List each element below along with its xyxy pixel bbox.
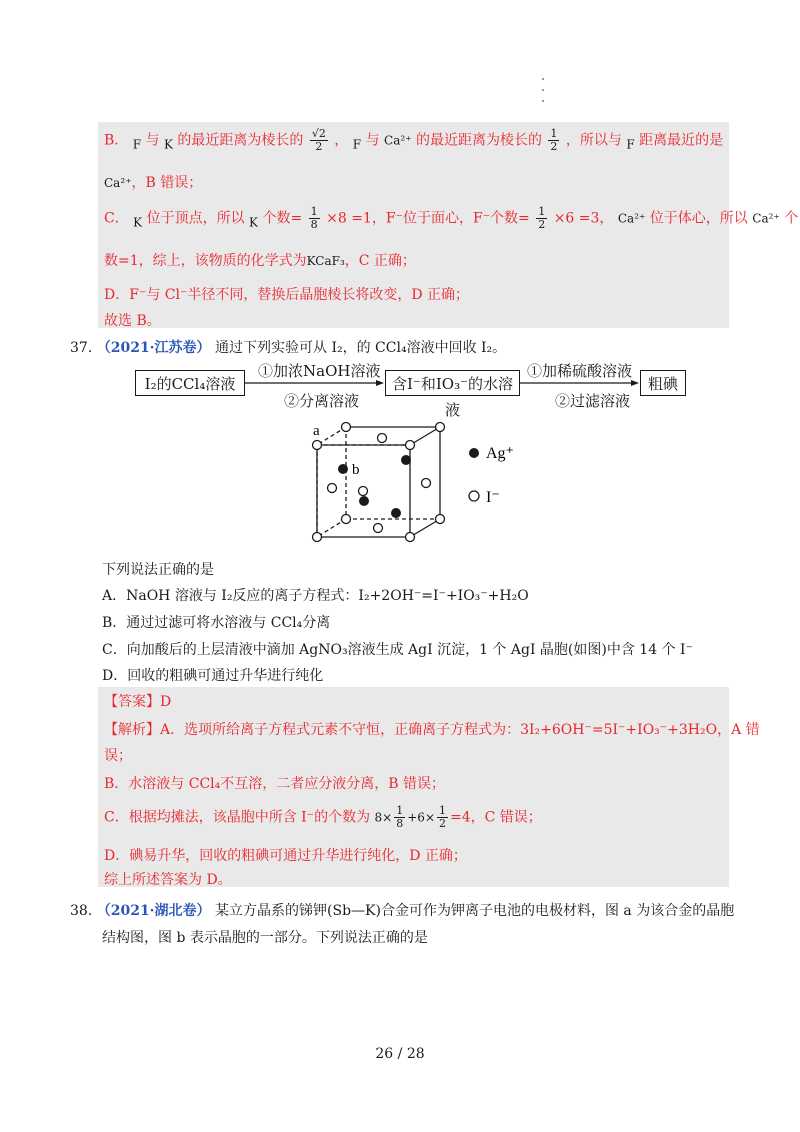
legend-ag-label: Ag⁺: [486, 445, 514, 462]
answer-line-c2: [104, 250, 416, 270]
question-prompt: 下列说法正确的是: [102, 562, 214, 578]
text: C．根据均摊法，该晶胞中所含 I⁻的个数为: [104, 809, 371, 826]
legend-i-label: I⁻: [486, 489, 500, 506]
analysis-line-d: D．碘易升华，回收的粗碘可通过升华进行纯化，D 正确；: [104, 848, 467, 864]
option-a: A．NaOH 溶液与 I₂反应的离子方程式：I₂+2OH⁻=I⁻+IO₃⁻+H₂O: [102, 588, 529, 604]
formula-f: F: [132, 137, 142, 152]
formula-kcaf3: KCaF₃: [306, 254, 345, 268]
answer-line-b1: B． $_F$ 与 $_K$ 的最近距离为棱长的 $\frac{√2}{2}$ ， $_F$ 与 Ca²⁺ 的最近距离为棱长的 $\frac{1}{2}$ ，所以与 $_F$ 距离最近的是: [104, 127, 724, 153]
decorative-dots: [542, 78, 546, 111]
flow-arrows: [0, 360, 800, 420]
denominator: 2: [550, 140, 558, 153]
flow-step2-bottom: ②过滤溶液: [555, 392, 631, 410]
denominator: 8: [310, 218, 318, 231]
analysis-line-a1: [104, 719, 760, 739]
flow-step1-bottom: ②分离溶液: [284, 392, 360, 410]
face-atom: [342, 515, 351, 524]
label-a: a: [313, 423, 320, 439]
denominator: 2: [439, 817, 446, 830]
text: 与: [145, 132, 160, 149]
page-number: [0, 1046, 800, 1062]
text: 与: [365, 132, 380, 149]
numerator: 1: [396, 804, 404, 817]
question-text: 某立方晶系的锑钾(Sb—K)合金可作为钾离子电池的电极材料，图 a 为该合金的晶胞: [215, 903, 735, 919]
denominator: 2: [538, 218, 546, 231]
numerator: 1: [310, 205, 318, 218]
answer-line-end: 故选 B。: [104, 313, 161, 329]
question-38-stem: [70, 900, 734, 920]
formula-ca: Ca²⁺: [384, 133, 412, 148]
formula-ca: Ca²⁺: [617, 211, 646, 226]
answer-line-c1: [104, 206, 798, 231]
fraction: [536, 206, 547, 231]
corner-atom: [313, 533, 322, 542]
face-atom: [378, 434, 387, 443]
option-d: D．回收的粗碘可通过升华进行纯化: [102, 668, 324, 684]
corner-atom: [342, 423, 351, 432]
formula-f: F: [352, 137, 362, 152]
flow-box-end: 粗碘: [640, 370, 686, 396]
flow-box-middle: 含I⁻和IO₃⁻的水溶液: [385, 370, 520, 396]
text: 位于体心，所以: [649, 210, 748, 227]
legend-ag-marker: [469, 448, 479, 458]
q37-answer-box: [98, 687, 760, 888]
text: ，所以与: [565, 132, 622, 149]
face-atom: [328, 484, 337, 493]
text: 位于顶点，所以: [146, 210, 245, 227]
face-atom: [359, 487, 368, 496]
corner-atom: [313, 441, 322, 450]
question-number: 38.: [70, 903, 93, 919]
question-source: （2021·湖北卷）: [96, 903, 211, 919]
label-b: b: [352, 462, 360, 478]
ag-atom: [359, 496, 369, 506]
analysis-line-b: B．水溶液与 CCl₄不互溶，二者应分液分离，B 错误；: [104, 776, 445, 792]
question-number: 37.: [70, 340, 93, 356]
option-b: B．通过过滤可将水溶液与 CCl₄分离: [102, 615, 331, 631]
numerator: √2: [311, 127, 326, 140]
formula-ca: Ca²⁺: [104, 176, 132, 190]
corner-atom: [436, 515, 445, 524]
denominator: 8: [396, 817, 404, 830]
text: ×6 =3，: [553, 210, 614, 227]
corner-atom: [436, 423, 445, 432]
numerator: 1: [538, 205, 546, 218]
answer-line-b2: [104, 172, 202, 192]
corner-atom: [406, 441, 415, 450]
analysis-line-c: [104, 805, 542, 830]
formula-k: K: [133, 215, 143, 230]
formula-ca: Ca²⁺: [752, 211, 780, 226]
flow-box-start: I₂的CCl₄溶液: [135, 370, 245, 396]
fraction: [310, 128, 328, 153]
question-source: （2021·江苏卷）: [96, 340, 211, 356]
text: C．: [104, 210, 129, 227]
text: B．: [104, 132, 129, 149]
flow-step1-top: ①加浓NaOH溶液: [258, 362, 381, 380]
fraction: [548, 128, 559, 153]
flow-step2-top: ①加稀硫酸溶液: [527, 362, 633, 380]
text: ，B 错误；: [131, 175, 203, 191]
analysis-line-a2: 误；: [104, 748, 132, 764]
fraction: [394, 805, 405, 830]
face-atom: [374, 524, 383, 533]
question-text: 通过下列实验可从 I₂，的 CCl₄溶液中回收 I₂。: [215, 340, 507, 356]
denominator: 2: [315, 140, 323, 153]
fraction: [309, 206, 320, 231]
text: A．选项所给离子方程式元素不守恒，正确离子方程式为：3I₂+6OH⁻=5I⁻+IO₃⁻+3H₂O，A 错: [160, 722, 760, 738]
text: 8×: [374, 810, 393, 825]
formula-k: K: [249, 215, 259, 230]
corner-atom: [406, 533, 415, 542]
text: ×8 =1，F⁻位于面心，F⁻个数=: [326, 210, 530, 227]
analysis-line-end: 综上所述答案为 D。: [104, 872, 232, 888]
ag-atom: [338, 464, 348, 474]
answer-label: 【答案】D: [104, 694, 172, 710]
legend-i-marker: [469, 491, 479, 501]
question-38-stem-line2: 结构图，图 b 表示晶胞的一部分。下列说法正确的是: [102, 930, 428, 946]
text: ，C 正确；: [344, 253, 416, 269]
text: 距离最近的是: [639, 132, 724, 149]
text: =4，C 错误；: [450, 809, 542, 826]
numerator: 1: [550, 127, 558, 140]
answer-line-d: D．F⁻与 Cl⁻半径不同，替换后晶胞棱长将改变，D 正确；: [104, 287, 470, 303]
face-atom: [422, 479, 431, 488]
question-37-stem: [70, 337, 506, 357]
ag-atom: [401, 455, 411, 465]
numerator: 1: [439, 804, 446, 817]
previous-answer-box: [98, 122, 799, 329]
text: 个数=: [262, 210, 303, 227]
ag-atom: [391, 508, 401, 518]
text: 的最近距离为棱长的: [415, 132, 542, 149]
page-total: 28: [406, 1046, 425, 1062]
fraction: [437, 805, 448, 830]
formula-k: K: [163, 137, 173, 152]
page-current: 26: [375, 1046, 394, 1062]
text: 个: [784, 210, 799, 227]
text: 数=1，综上，该物质的化学式为: [104, 253, 307, 269]
page-separator: /: [397, 1046, 403, 1062]
agi-unit-cell-figure: [0, 418, 800, 558]
text: 的最近距离为棱长的: [177, 132, 304, 149]
text: +6×: [407, 810, 435, 825]
formula-f: F: [626, 137, 635, 152]
analysis-tag: 【解析】: [104, 722, 160, 738]
option-c: C．向加酸后的上层清液中滴加 AgNO₃溶液生成 AgI 沉淀，1 个 AgI 晶胞(如图)中含 14 个 I⁻: [102, 642, 693, 658]
